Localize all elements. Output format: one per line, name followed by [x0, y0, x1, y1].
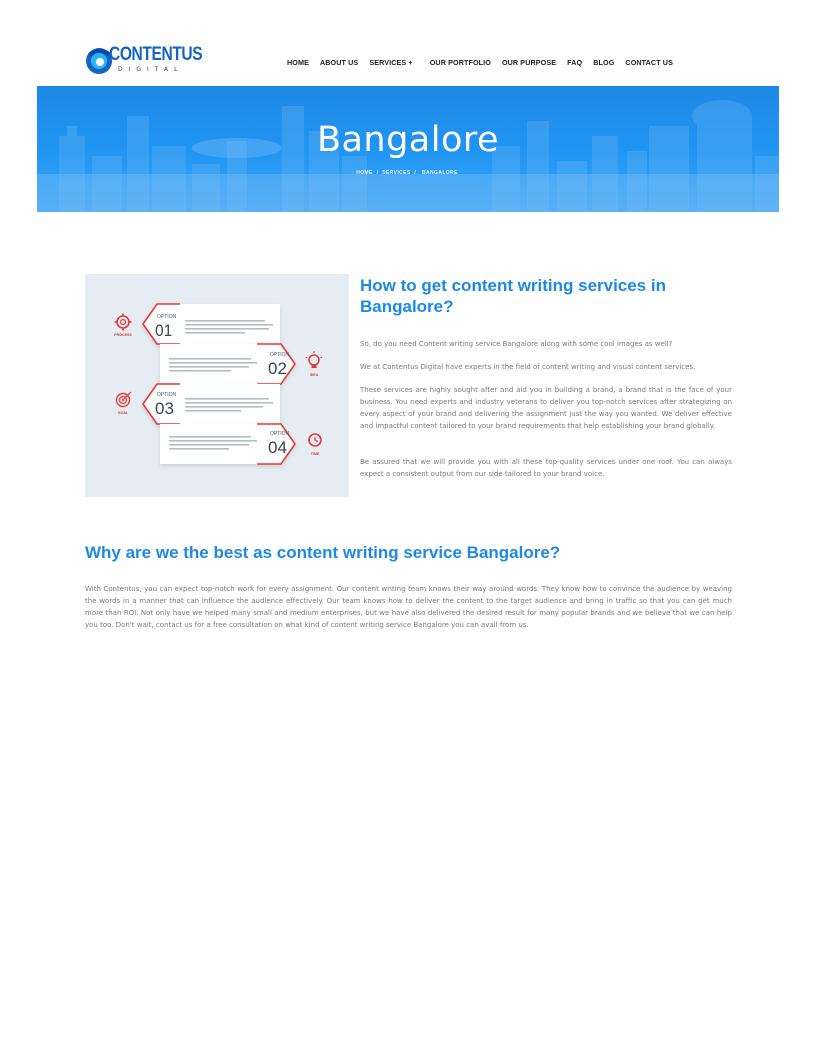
nav-services[interactable]: SERVICES +: [369, 57, 413, 67]
nav-blog[interactable]: BLOG: [593, 57, 615, 67]
section1-paragraph-3: These services are highly sought after and aid you in building a brand, a brand that is the face of your business. You need experts and industry veterans to deliver you top-notch services after strategizing on every aspect of your brand and delivering the assignment just the way you wanted. We deliver effective and impactful content tailored to your brand requirements that help establishing your brand globally.: [360, 386, 732, 430]
page-title: Bangalore: [316, 120, 500, 160]
option-03-number: 03: [155, 399, 174, 418]
option-02-tag: OPTION: [270, 352, 290, 358]
breadcrumb-home[interactable]: HOME: [356, 170, 373, 176]
option-04-label: TIME: [310, 452, 320, 456]
brand-name: CONTENTUS: [109, 44, 203, 65]
section-heading-how-to: How to get content writing services in Bangalore?: [360, 276, 667, 316]
clock-icon: [309, 434, 321, 446]
section-heading-why-best: Why are we the best as content writing service Bangalore?: [85, 543, 561, 562]
option-03-label: GOAL: [117, 411, 129, 415]
breadcrumb-separator: /: [376, 170, 379, 176]
option-01-label: PROCESS: [114, 333, 132, 337]
section1-paragraph-1: So, do you need Content writing service Bangalore along with some cool images as well?: [360, 340, 673, 348]
option-02-label: IDEA: [309, 373, 319, 377]
nav-home[interactable]: HOME: [287, 57, 309, 67]
option-04-number: 04: [268, 438, 287, 457]
brand-tagline: DIGITAL: [118, 66, 184, 73]
nav-our-purpose[interactable]: OUR PURPOSE: [501, 57, 557, 67]
nav-our-portfolio[interactable]: OUR PORTFOLIO: [429, 57, 491, 67]
option-01-number: 01: [155, 321, 173, 341]
infographic-graphic: [85, 274, 349, 497]
section2-paragraph: With Contentus, you can expect top-notch work for every assignment. Our content writing team knows their way around words. They know how to convince the audience by weaving the words in a manner that can influence the audience effectively. Our team knows how to deliver the content to the target audience and bring in traffic so that you can get much more than ROI. Not only have we helped many small and medium enterprises, but we have also delivered the desired result for many popular brands and we believe that we can help you too. Don't wait, contact us for a free consultation on what kind of content writing service Bangalore you can avail from us.: [85, 585, 732, 629]
breadcrumb-separator: /: [414, 170, 417, 176]
site-header: [0, 0, 816, 86]
breadcrumb-current: BANGALORE: [421, 170, 458, 176]
option-04-tag: OPTION: [270, 431, 290, 437]
nav-about-us[interactable]: ABOUT US: [319, 57, 359, 67]
section1-paragraph-2: We at Contentus Digital have experts in the field of content writing and visual content services.: [360, 363, 696, 371]
section1-paragraph-4: Be assured that we will provide you with all these top-quality services under one roof. You can always expect a consistent output from our side tailored to your brand voice.: [360, 458, 732, 478]
target-icon: [117, 392, 132, 407]
option-03-tag: OPTION: [157, 392, 177, 398]
breadcrumb-services[interactable]: SERVICES: [382, 170, 411, 176]
option-01-tag: OPTION: [157, 314, 177, 320]
main-nav: [287, 56, 684, 68]
option-02-number: 02: [268, 359, 287, 378]
lightbulb-icon: [306, 351, 322, 368]
options-infographic: [85, 274, 349, 497]
nav-contact-us[interactable]: CONTACT US: [625, 57, 673, 67]
nav-faq[interactable]: FAQ: [567, 57, 583, 67]
page-banner: [37, 86, 779, 212]
breadcrumb: [37, 170, 779, 176]
gear-icon: [115, 314, 132, 331]
brand-logo[interactable]: [84, 44, 203, 78]
